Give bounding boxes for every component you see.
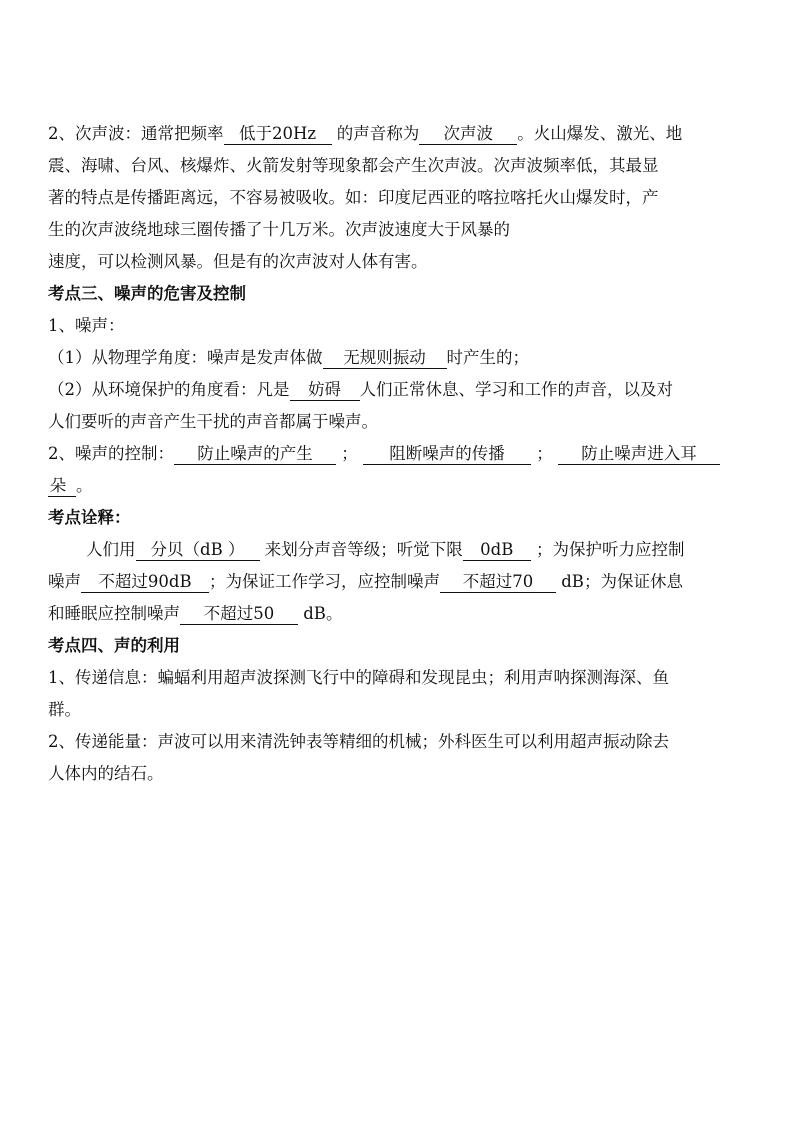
answer-blank: 低于20Hz bbox=[224, 124, 332, 145]
use-item-1-cont: 群。 bbox=[48, 700, 81, 719]
text: 噪声 bbox=[48, 572, 81, 591]
answer-blank: 阻断噪声的传播 bbox=[363, 444, 531, 465]
text: 2、次声波：通常把频率 bbox=[48, 124, 224, 143]
infrasound-line-2: 震、海啸、台风、核爆炸、火箭发射等现象都会产生次声波。次声波频率低，其最显 bbox=[48, 156, 659, 175]
answer-blank: 防止噪声进入耳 bbox=[558, 444, 720, 465]
infrasound-line-5: 速度，可以检测风暴。但是有的次声波对人体有害。 bbox=[48, 252, 428, 271]
text: 。火山爆发、激光、地 bbox=[517, 124, 683, 143]
text: （1）从物理学角度：噪声是发声体做 bbox=[48, 348, 323, 367]
text: 。 bbox=[76, 476, 93, 495]
explain-line-2 bbox=[48, 566, 748, 598]
answer-blank: 次声波 bbox=[419, 124, 517, 145]
noise-env-line bbox=[48, 374, 748, 406]
infrasound-line-1 bbox=[48, 118, 748, 150]
answer-blank: 妨碍 bbox=[290, 380, 360, 401]
text: 人们正常休息、学习和工作的声音，以及对 bbox=[359, 380, 673, 399]
noise-heading: 考点三、噪声的危害及控制 bbox=[48, 284, 246, 303]
text: 的声音称为 bbox=[336, 124, 420, 143]
text: ；为保护听力应控制 bbox=[536, 540, 685, 559]
answer-blank: 不超过50 bbox=[180, 604, 298, 625]
infrasound-line-3: 著的特点是传播距离远，不容易被吸收。如：印度尼西亚的喀拉喀托火山爆发时，产 bbox=[48, 188, 659, 207]
answer-blank: 不超过90dB bbox=[81, 572, 209, 593]
use-item-1: 1、传递信息：蝙蝠利用超声波探测飞行中的障碍和发现昆虫；利用声呐探测海深、鱼 bbox=[48, 668, 669, 687]
explain-heading: 考点诠释： bbox=[48, 508, 131, 527]
answer-blank: 无规则振动 bbox=[323, 348, 447, 369]
text: 人们用 bbox=[86, 540, 136, 559]
use-item-2: 2、传递能量：声波可以用来清洗钟表等精细的机械；外科医生可以利用超声振动除去 bbox=[48, 732, 669, 751]
document-body bbox=[48, 118, 748, 790]
answer-blank: 防止噪声的产生 bbox=[174, 444, 336, 465]
noise-control-line bbox=[48, 438, 748, 470]
use-heading: 考点四、声的利用 bbox=[48, 636, 180, 655]
answer-blank: 分贝（dB ） bbox=[136, 540, 260, 561]
text: ；为保证工作学习，应控制噪声 bbox=[209, 572, 440, 591]
text: 时产生的； bbox=[446, 348, 529, 367]
answer-blank: 朵 bbox=[48, 476, 76, 497]
explain-line-3 bbox=[48, 598, 748, 630]
text: ； bbox=[536, 444, 553, 463]
text: dB。 bbox=[303, 604, 343, 623]
noise-physics-line bbox=[48, 342, 748, 374]
infrasound-line-4: 生的次声波绕地球三圈传播了十几万米。次声波速度大于风暴的 bbox=[48, 220, 510, 239]
explain-line-1 bbox=[48, 534, 748, 566]
text: ； bbox=[341, 444, 358, 463]
noise-control-line-cont bbox=[48, 470, 748, 502]
noise-env-line-cont: 人们要听的声音产生干扰的声音都属于噪声。 bbox=[48, 412, 378, 431]
answer-blank: 0dB bbox=[463, 540, 531, 561]
noise-item-1: 1、噪声： bbox=[48, 316, 125, 335]
text: （2）从环境保护的角度看：凡是 bbox=[48, 380, 290, 399]
text: dB；为保证休息 bbox=[561, 572, 683, 591]
text: 来划分声音等级；听觉下限 bbox=[264, 540, 463, 559]
text: 2、噪声的控制： bbox=[48, 444, 174, 463]
answer-blank: 不超过70 bbox=[440, 572, 556, 593]
text: 和睡眠应控制噪声 bbox=[48, 604, 180, 623]
use-item-2-cont: 人体内的结石。 bbox=[48, 764, 164, 783]
